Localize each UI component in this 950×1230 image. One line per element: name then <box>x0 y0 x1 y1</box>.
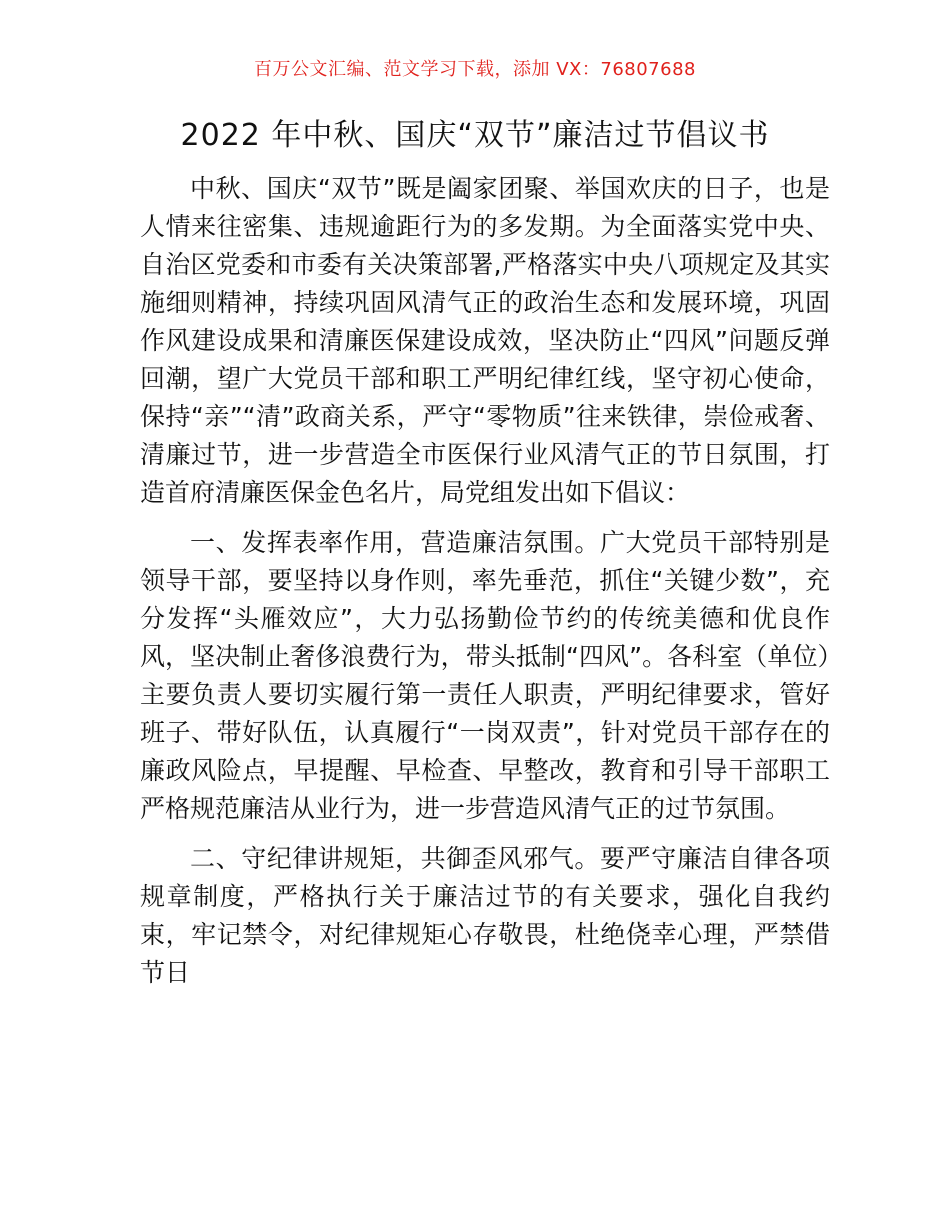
watermark-header: 百万公文汇编、范文学习下载，添加 VX：76807688 <box>254 59 696 80</box>
paragraph-section-1: 一、发挥表率作用，营造廉洁氛围。广大党员干部特别是领导干部，要坚持以身作则，率先垂范，抓住“关键少数”，充分发挥“头雁效应”，大力弘扬勤俭节约的传统美德和优良作风，坚决制止奢侈浪费行为，带头抵制“四风”。各科室（单位）主要负责人要切实履行第一责任人职责，严明纪律要求，管好班子、带好队伍，认真履行“一岗双责”，针对党员干部存在的廉政风险点，早提醒、早检查、早整改，教育和引导干部职工严格规范廉洁从业行为，进一步营造风清气正的过节氛围。 <box>140 528 830 823</box>
paragraph-section-2: 二、守纪律讲规矩，共御歪风邪气。要严守廉洁自律各项规章制度，严格执行关于廉洁过节的有关要求，强化自我约束，牢记禁令，对纪律规矩心存敬畏，杜绝侥幸心理，严禁借节日 <box>140 844 830 987</box>
document-body <box>140 170 830 992</box>
document-title: 2022 年中秋、国庆“双节”廉洁过节倡议书 <box>180 118 770 153</box>
paragraph-intro: 中秋、国庆“双节”既是阖家团聚、举国欢庆的日子，也是人情来往密集、违规逾距行为的多发期。为全面落实党中央、自治区党委和市委有关决策部署,严格落实中央八项规定及其实施细则精神，持续巩固风清气正的政治生态和发展环境，巩固作风建设成果和清廉医保建设成效，坚决防止“四风”问题反弹回潮，望广大党员干部和职工严明纪律红线，坚守初心使命，保持“亲”“清”政商关系，严守“零物质”往来铁律，崇俭戒奢、清廉过节，进一步营造全市医保行业风清气正的节日氛围，打造首府清廉医保金色名片，局党组发出如下倡议： <box>140 174 830 507</box>
